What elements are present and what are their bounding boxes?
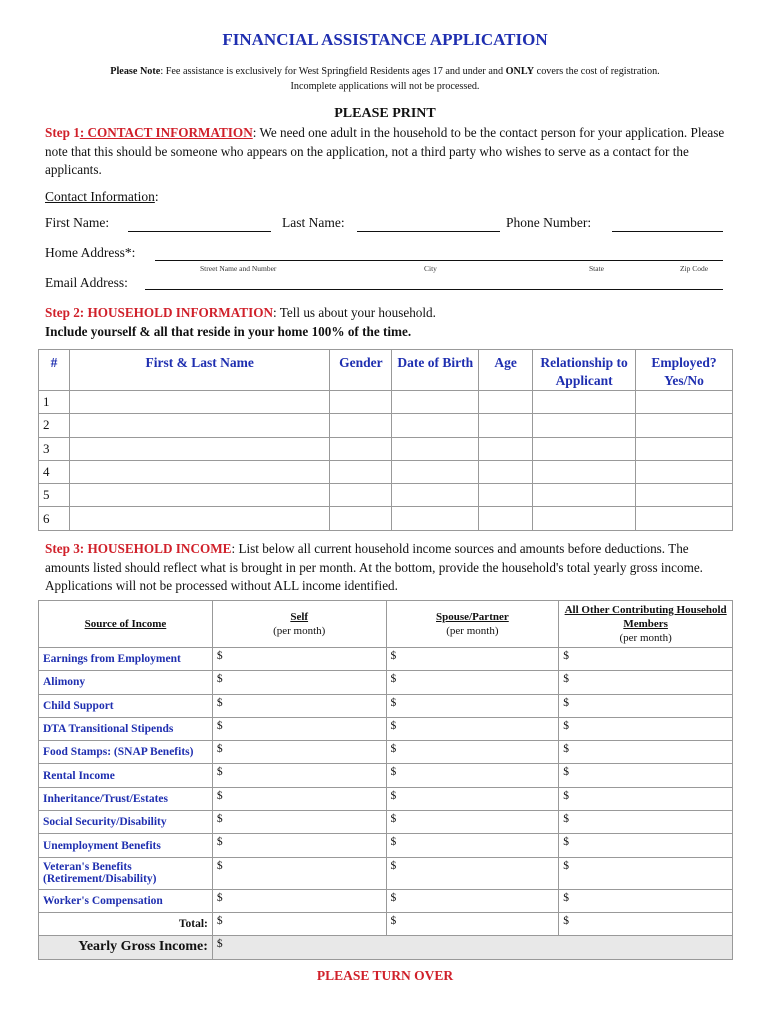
home-address-label: Home Address*:	[45, 245, 136, 260]
zip-sublabel: Zip Code	[680, 264, 709, 273]
spouse-amount-cell[interactable]: $	[386, 671, 559, 694]
income-row	[39, 741, 733, 764]
self-header: Self (per month)	[212, 601, 386, 648]
income-table	[38, 600, 733, 960]
spouse-amount-cell[interactable]: $	[386, 717, 559, 740]
table-row	[39, 391, 733, 414]
form-title: FINANCIAL ASSISTANCE APPLICATION	[222, 30, 548, 49]
self-amount-cell[interactable]: $	[212, 889, 386, 912]
income-row	[39, 787, 733, 810]
other-amount-cell[interactable]: $	[559, 671, 733, 694]
relationship-cell[interactable]	[533, 437, 636, 460]
spouse-amount-cell[interactable]: $	[386, 811, 559, 834]
self-amount-cell[interactable]: $	[212, 741, 386, 764]
spouse-amount-cell[interactable]: $	[386, 889, 559, 912]
col-employed: Employed? Yes/No	[636, 350, 733, 391]
relationship-cell[interactable]	[533, 391, 636, 414]
name-cell[interactable]	[69, 460, 329, 483]
table-row	[39, 460, 733, 483]
self-amount-cell[interactable]: $	[212, 857, 386, 889]
contact-heading-colon: :	[154, 189, 159, 204]
contact-heading-text: Contact Information	[45, 189, 155, 204]
income-source-label: Child Support	[39, 694, 213, 717]
relationship-cell[interactable]	[533, 460, 636, 483]
other-members-header: All Other Contributing Household Members (per month)	[559, 601, 733, 648]
age-cell[interactable]	[479, 391, 533, 414]
employed-cell[interactable]	[636, 391, 733, 414]
note-label: Please Note	[110, 66, 161, 77]
income-source-label: Worker's Compensation	[39, 889, 213, 912]
age-cell[interactable]	[479, 460, 533, 483]
first-name-label: First Name:	[45, 215, 110, 230]
income-source-label: DTA Transitional Stipends	[39, 717, 213, 740]
col-relationship: Relationship to Applicant	[533, 350, 636, 391]
self-amount-cell[interactable]: $	[212, 787, 386, 810]
income-source-label: Veteran's Benefits (Retirement/Disability)	[39, 857, 213, 889]
other-amount-cell[interactable]: $	[559, 648, 733, 671]
self-total-cell[interactable]: $	[212, 912, 386, 935]
age-cell[interactable]	[479, 437, 533, 460]
col-number: #	[39, 350, 70, 391]
spouse-total-cell[interactable]: $	[386, 912, 559, 935]
age-cell[interactable]	[479, 414, 533, 437]
dob-cell[interactable]	[392, 437, 479, 460]
total-row	[39, 912, 733, 935]
self-amount-cell[interactable]: $	[212, 648, 386, 671]
row-number: 6	[39, 507, 70, 530]
gender-cell[interactable]	[330, 484, 392, 507]
home-address-field[interactable]	[155, 260, 723, 261]
table-row	[39, 414, 733, 437]
gender-cell[interactable]	[330, 437, 392, 460]
spouse-amount-cell[interactable]: $	[386, 764, 559, 787]
name-cell[interactable]	[69, 391, 329, 414]
spouse-amount-cell[interactable]: $	[386, 741, 559, 764]
yearly-gross-row	[39, 936, 733, 959]
dob-cell[interactable]	[392, 414, 479, 437]
note-only: ONLY	[505, 66, 535, 77]
spouse-amount-cell[interactable]: $	[386, 857, 559, 889]
income-source-label: Social Security/Disability	[39, 811, 213, 834]
phone-number-label: Phone Number:	[506, 215, 592, 230]
income-row	[39, 717, 733, 740]
income-row	[39, 694, 733, 717]
row-number: 3	[39, 437, 70, 460]
step2-text: : Tell us about your household.	[273, 305, 436, 320]
other-amount-cell[interactable]: $	[559, 741, 733, 764]
spouse-amount-cell[interactable]: $	[386, 834, 559, 857]
step2-label: Step 2: HOUSEHOLD INFORMATION	[45, 305, 273, 320]
total-label: Total:	[39, 912, 213, 935]
col-dob: Date of Birth	[392, 350, 479, 391]
self-amount-cell[interactable]: $	[212, 717, 386, 740]
state-sublabel: State	[589, 264, 604, 273]
step2-line2: Include yourself & all that reside in your home 100% of the time.	[45, 323, 412, 339]
dob-cell[interactable]	[392, 391, 479, 414]
income-source-label: Earnings from Employment	[39, 648, 213, 671]
income-source-label: Food Stamps: (SNAP Benefits)	[39, 741, 213, 764]
spouse-header: Spouse/Partner (per month)	[386, 601, 559, 648]
row-number: 1	[39, 391, 70, 414]
income-row	[39, 857, 733, 889]
please-print: PLEASE PRINT	[334, 106, 436, 121]
name-cell[interactable]	[69, 507, 329, 530]
step1-label: Step 1	[45, 125, 80, 140]
gender-cell[interactable]	[330, 460, 392, 483]
age-cell[interactable]	[479, 507, 533, 530]
relationship-cell[interactable]	[533, 414, 636, 437]
row-number: 4	[39, 460, 70, 483]
dob-cell[interactable]	[392, 507, 479, 530]
step3-paragraph	[45, 540, 735, 596]
income-source-label: Unemployment Benefits	[39, 834, 213, 857]
other-amount-cell[interactable]: $	[559, 694, 733, 717]
last-name-label: Last Name:	[282, 215, 345, 230]
income-row	[39, 648, 733, 671]
age-cell[interactable]	[479, 484, 533, 507]
city-sublabel: City	[424, 264, 437, 273]
other-amount-cell[interactable]: $	[559, 889, 733, 912]
self-amount-cell[interactable]: $	[212, 834, 386, 857]
name-cell[interactable]	[69, 484, 329, 507]
employed-cell[interactable]	[636, 507, 733, 530]
table-row	[39, 484, 733, 507]
other-amount-cell[interactable]: $	[559, 764, 733, 787]
col-age: Age	[479, 350, 533, 391]
note-text-b: covers the cost of registration.	[534, 66, 660, 77]
self-amount-cell[interactable]: $	[212, 811, 386, 834]
name-cell[interactable]	[69, 437, 329, 460]
yearly-gross-field[interactable]: $	[212, 936, 732, 959]
other-total-cell[interactable]: $	[559, 912, 733, 935]
first-name-field[interactable]	[128, 231, 271, 232]
income-row	[39, 834, 733, 857]
please-turn-over: PLEASE TURN OVER	[316, 968, 454, 983]
self-amount-cell[interactable]: $	[212, 694, 386, 717]
yearly-gross-label: Yearly Gross Income:	[39, 936, 213, 959]
employed-cell[interactable]	[636, 484, 733, 507]
income-row	[39, 811, 733, 834]
row-number: 5	[39, 484, 70, 507]
step3-label: Step 3: HOUSEHOLD INCOME	[45, 541, 232, 556]
relationship-cell[interactable]	[533, 484, 636, 507]
income-row	[39, 889, 733, 912]
step1-paragraph	[45, 124, 735, 180]
email-address-field[interactable]	[145, 289, 723, 290]
gender-cell[interactable]	[330, 414, 392, 437]
household-table	[38, 349, 733, 531]
income-row	[39, 671, 733, 694]
other-amount-cell[interactable]: $	[559, 717, 733, 740]
step1-title: : CONTACT INFORMATION	[79, 125, 253, 140]
name-cell[interactable]	[69, 414, 329, 437]
gender-cell[interactable]	[330, 507, 392, 530]
phone-number-field[interactable]	[612, 231, 723, 232]
employed-cell[interactable]	[636, 414, 733, 437]
note-line2: Incomplete applications will not be processed.	[290, 81, 480, 92]
self-amount-cell[interactable]: $	[212, 764, 386, 787]
note-text-a: : Fee assistance is exclusively for West Springfield Residents ages 17 and under and	[160, 66, 506, 77]
income-source-label: Alimony	[39, 671, 213, 694]
source-header: Source of Income	[39, 601, 213, 648]
self-amount-cell[interactable]: $	[212, 671, 386, 694]
spouse-amount-cell[interactable]: $	[386, 648, 559, 671]
step3-text: : List below all current household income sources and amounts before deductions. The amounts listed should reflect what is brought in per month. At the bottom, provide the household's total yearly gross income. Applications will not be processed without ALL income identified.	[45, 541, 703, 593]
email-address-label: Email Address:	[45, 275, 128, 290]
income-source-label: Rental Income	[39, 764, 213, 787]
income-row	[39, 764, 733, 787]
other-amount-cell[interactable]: $	[559, 857, 733, 889]
table-row	[39, 437, 733, 460]
relationship-cell[interactable]	[533, 507, 636, 530]
table-row	[39, 507, 733, 530]
income-source-label: Inheritance/Trust/Estates	[39, 787, 213, 810]
row-number: 2	[39, 414, 70, 437]
gender-cell[interactable]	[330, 391, 392, 414]
other-amount-cell[interactable]: $	[559, 811, 733, 834]
employed-cell[interactable]	[636, 437, 733, 460]
dob-cell[interactable]	[392, 484, 479, 507]
step2-paragraph	[45, 304, 735, 341]
other-amount-cell[interactable]: $	[559, 787, 733, 810]
street-sublabel: Street Name and Number	[200, 264, 277, 273]
spouse-amount-cell[interactable]: $	[386, 694, 559, 717]
employed-cell[interactable]	[636, 460, 733, 483]
fee-note	[40, 64, 730, 94]
col-gender: Gender	[330, 350, 392, 391]
last-name-field[interactable]	[357, 231, 500, 232]
step1-text: : We need one adult in the household to be the contact person for your application. Please note that this should be someone who appears on the application, not a third party who wishes to serve as a contact for the applicants.	[45, 125, 725, 177]
contact-info-heading	[45, 189, 159, 205]
dob-cell[interactable]	[392, 460, 479, 483]
col-name: First & Last Name	[69, 350, 329, 391]
other-amount-cell[interactable]: $	[559, 834, 733, 857]
spouse-amount-cell[interactable]: $	[386, 787, 559, 810]
